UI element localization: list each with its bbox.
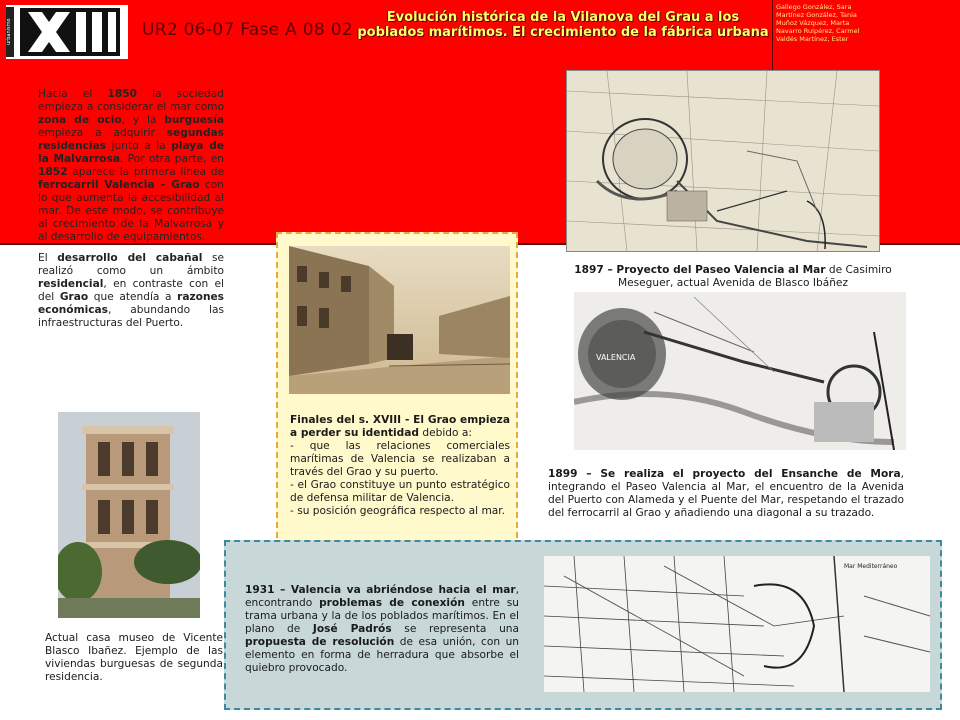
map-1931-image bbox=[544, 556, 930, 692]
intro-p1-run: la sociedad empieza a considerar el mar como bbox=[38, 88, 224, 113]
map-1931-run: entre su trama urbana y la de los poblados marítimos. En el plano de bbox=[245, 597, 519, 635]
grao-street-photo bbox=[289, 246, 510, 394]
author: Gallego González, Sara bbox=[776, 3, 852, 11]
map-1899-text-bold: 1899 – Se realiza el proyecto del Ensanche de Mora bbox=[548, 468, 901, 480]
list-item: - su posición geográfica respecto al mar. bbox=[290, 505, 506, 517]
author: Muñoz Vázquez, Marta bbox=[776, 19, 850, 27]
author: Navarro Ruipérez, Carmel bbox=[776, 27, 860, 35]
intro-p1-run: con lo que aumenta la accesibilidad al mar. De este modo, se contribuye al crecimiento de la Malvarrosa y al desarrollo de equipamientos. bbox=[38, 179, 224, 243]
intro-p1-run: ferrocarril Valencia – Grao bbox=[38, 179, 200, 191]
intro-p2-run: El bbox=[38, 252, 58, 264]
yellow-heading-bold: Finales del s. XVIII - El Grao empieza a perder su identidad bbox=[290, 414, 510, 439]
intro-p2-run: , en contraste con el del bbox=[38, 278, 224, 303]
intro-p1-run: playa de la Malvarrosa bbox=[38, 140, 224, 165]
map-1931-text bbox=[245, 584, 519, 675]
map-1897-caption bbox=[556, 264, 910, 290]
intro-p1-run: empieza a adquirir bbox=[38, 127, 167, 139]
title-line-2: poblados marítimos. El crecimiento de la fábrica urbana bbox=[357, 25, 769, 40]
author-list bbox=[776, 3, 896, 43]
list-item: - el Grao constituye un punto estratégico de defensa militar de Valencia. bbox=[290, 479, 510, 504]
intro-p1-run: burguesía bbox=[164, 114, 224, 126]
page-title bbox=[356, 10, 770, 40]
intro-p2-run: se realizó como un ámbito bbox=[38, 252, 225, 277]
intro-p2-run: , abundando las infraestructuras del Puerto. bbox=[38, 304, 224, 329]
yellow-panel-text bbox=[290, 414, 510, 518]
header-divider bbox=[772, 0, 773, 70]
map-1897-image bbox=[574, 292, 906, 450]
map-1931-run: se representa una bbox=[391, 623, 519, 635]
logo bbox=[6, 5, 128, 59]
intro-p1-run: . Por otra parte, en bbox=[120, 153, 225, 165]
map-1931-label: Mar Mediterráneo bbox=[844, 563, 898, 570]
map-1931-run: 1931 – Valencia va abriéndose hacia el mar bbox=[245, 584, 516, 596]
intro-p1-run: 1852 bbox=[38, 166, 68, 178]
map-1931-run: de esa unión, con un elemento en forma de herradura que absorbe el quiebro provocado. bbox=[245, 636, 519, 674]
course-code: UR2 06-07 Fase A 08 02 bbox=[142, 20, 353, 40]
author: Martínez González, Tania bbox=[776, 11, 857, 19]
map-1897-caption-rest: de Casimiro Meseguer, actual Avenida de Blasco Ibáñez bbox=[617, 264, 892, 289]
intro-text bbox=[38, 88, 224, 338]
author: Valdés Martínez, Ester bbox=[776, 35, 849, 43]
title-line-1: Evolución histórica de la Vilanova del Grau a los bbox=[386, 10, 740, 25]
map-1897-caption-bold: 1897 – Proyecto del Paseo Valencia al Mar bbox=[574, 264, 826, 276]
intro-p1-run: aparece la primera línea de bbox=[67, 166, 224, 178]
map-1899-text-rest: , integrando el Paseo Valencia al Mar, el encuentro de la Avenida del Puerto con Alameda y el Puente del Mar, respetando el trazado del ferrocarril al Grao y añadiendo una diagonal a su trazado. bbox=[548, 468, 904, 519]
map-1931-run: propuesta de resolución bbox=[245, 636, 395, 648]
map-1899-text bbox=[548, 468, 904, 520]
map-1897-label: VALENCIA bbox=[596, 353, 636, 362]
map-1931-run: José Padrós bbox=[312, 623, 392, 635]
list-item: - que las relaciones comerciales marítimas de Valencia se realizaban a través del Grao y su puerto. bbox=[290, 440, 510, 478]
logo-side-text: urbanismo bbox=[6, 7, 14, 57]
intro-p2-run: que atendía a bbox=[88, 291, 178, 303]
blasco-ibanez-house-photo bbox=[58, 412, 200, 618]
intro-p2-run: desarrollo del cabañal bbox=[57, 252, 203, 264]
intro-p1-run: 1850 bbox=[107, 88, 137, 100]
intro-p1-run: zona de ocio bbox=[38, 114, 122, 126]
house-caption: Actual casa museo de Vicente Blasco Ibañez. Ejemplo de las viviendas burguesas de segunda residencia. bbox=[45, 632, 223, 683]
xl-logo-mark bbox=[20, 8, 120, 56]
historic-map-image bbox=[566, 70, 880, 252]
yellow-heading-rest: debido a: bbox=[419, 427, 472, 439]
intro-p2-run: razones económicas bbox=[38, 291, 224, 316]
intro-p2-run: residencial bbox=[38, 278, 104, 290]
intro-p2-run: Grao bbox=[59, 291, 89, 303]
map-1931-run: , encontrando bbox=[245, 584, 519, 609]
intro-p1-run: junto a la bbox=[106, 140, 172, 152]
intro-paragraph-1 bbox=[38, 88, 224, 244]
intro-p1-run: , y la bbox=[121, 114, 165, 126]
yellow-panel-heading bbox=[290, 414, 510, 440]
map-1931-run: problemas de conexión bbox=[319, 597, 465, 609]
intro-p1-run: segundas residencias bbox=[38, 127, 224, 152]
intro-p1-run: Hacia el bbox=[38, 88, 108, 100]
intro-paragraph-2 bbox=[38, 252, 224, 330]
